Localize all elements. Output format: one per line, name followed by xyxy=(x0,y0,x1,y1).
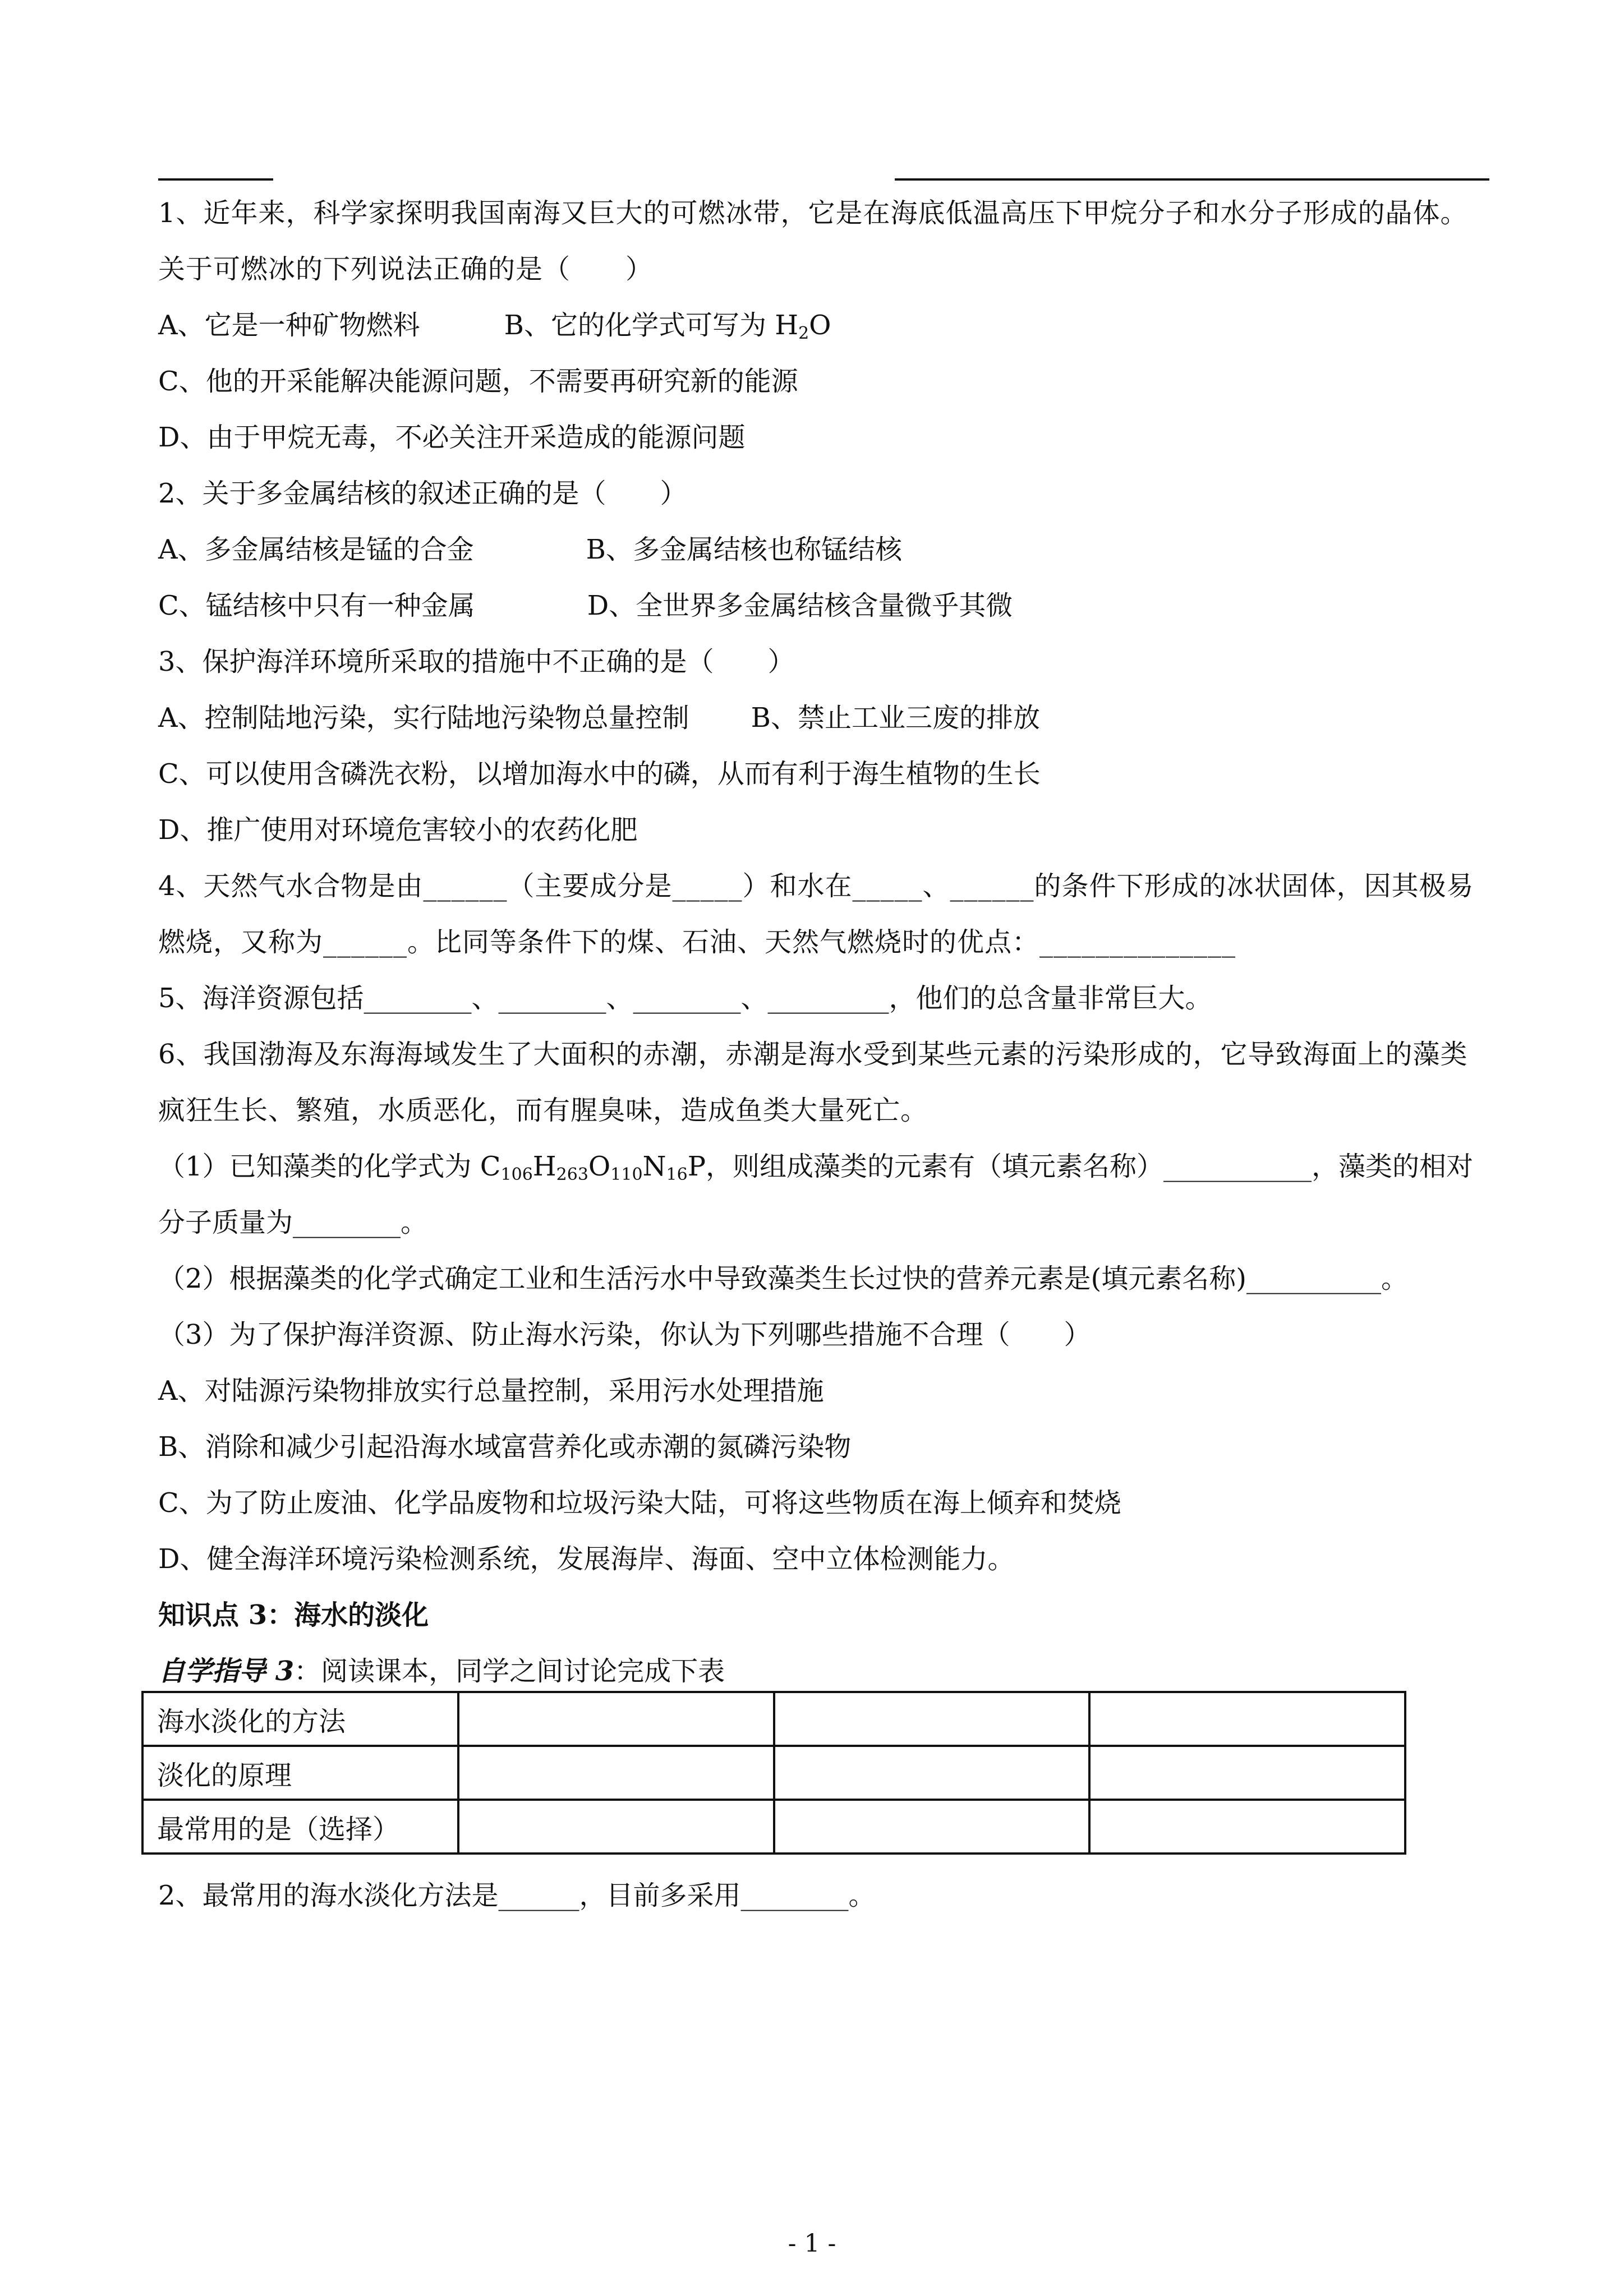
q3-option-a: A、控制陆地污染，实行陆地污染物总量控制 xyxy=(158,702,689,734)
table-cell-blank[interactable] xyxy=(458,1746,774,1800)
q4-text: 4、天然气水合物是由______（主要成分是_____）和水在_____、______的条件下形成的冰状固体，因其极易燃烧，又称为______。比同等条件下的煤、石油、天然气燃烧时的优点：______________ xyxy=(158,870,1474,958)
q1-option-b: B、它的化学式可写为 $H_2O$ xyxy=(504,310,831,343)
q3-options-ab xyxy=(158,690,1476,746)
q3-option-c: C、可以使用含磷洗衣粉，以增加海水中的磷，从而有利于海生植物的生长 xyxy=(158,758,1041,790)
q1-option-a: A、它是一种矿物燃料 xyxy=(158,310,420,341)
guide-label: 自学指导 3 xyxy=(158,1656,295,1687)
q6-option-b: B、消除和减少引起沿海水域富营养化或赤潮的氮磷污染物 xyxy=(158,1431,852,1463)
table-cell-blank[interactable] xyxy=(1089,1800,1405,1854)
q6-part3: （3）为了保护海洋资源、防止海水污染，你认为下列哪些措施不合理（ ） xyxy=(158,1319,1091,1350)
table-cell-label: 淡化的原理 xyxy=(142,1746,458,1800)
header-rule-right xyxy=(895,178,1489,181)
q7-text: 2、最常用的海水淡化方法是______，目前多采用________。 xyxy=(158,1880,876,1911)
q6-part1: （1）已知藻类的化学式为 $C_{106}H_{263}O_{110}N_{16}P$，则组成藻类的元素有（填元素名称）___________，藻类的相对分子质量为________。 xyxy=(158,1151,1474,1238)
header-rule-left xyxy=(158,178,273,181)
table-row xyxy=(142,1692,1405,1746)
q2-options-ab xyxy=(158,522,1476,578)
table-cell-blank[interactable] xyxy=(774,1746,1090,1800)
page-number: - 1 - xyxy=(788,2229,836,2258)
q1-options-ab xyxy=(158,297,1476,353)
table-cell-blank[interactable] xyxy=(458,1800,774,1854)
q6-part2: （2）根据藻类的化学式确定工业和生活污水中导致藻类生长过快的营养元素是(填元素名称)__________。 xyxy=(158,1263,1408,1294)
q3-stem: 3、保护海洋环境所采取的措施中不正确的是（ ） xyxy=(158,646,795,677)
q3-option-d: D、推广使用对环境危害较小的农药化肥 xyxy=(158,814,638,846)
q5-text: 5、海洋资源包括________、________、________、_________，他们的总含量非常巨大。 xyxy=(158,983,1212,1014)
q2-options-cd xyxy=(158,578,1476,634)
q2-option-d: D、全世界多金属结核含量微乎其微 xyxy=(587,590,1013,621)
q1-stem: 1、近年来，科学家探明我国南海又巨大的可燃冰带，它是在海底低温高压下甲烷分子和水分子形成的晶体。关于可燃冰的下列说法正确的是（ ） xyxy=(158,197,1468,285)
q6-option-c: C、为了防止废油、化学品废物和垃圾污染大陆，可将这些物质在海上倾弃和焚烧 xyxy=(158,1487,1121,1519)
q2-stem: 2、关于多金属结核的叙述正确的是（ ） xyxy=(158,478,687,509)
q2-option-c: C、锰结核中只有一种金属 xyxy=(158,590,475,621)
q1-option-d: D、由于甲烷无毒，不必关注开采造成的能源问题 xyxy=(158,422,746,453)
q3-option-b: B、禁止工业三废的排放 xyxy=(751,702,1040,734)
worksheet-body xyxy=(158,185,1476,1699)
q6-option-d: D、健全海洋环境污染检测系统，发展海岸、海面、空中立体检测能力。 xyxy=(158,1543,1015,1575)
table-cell-blank[interactable] xyxy=(774,1800,1090,1854)
guide-text: ：阅读课本，同学之间讨论完成下表 xyxy=(294,1656,725,1687)
table-cell-label: 海水淡化的方法 xyxy=(142,1692,458,1746)
table-row xyxy=(142,1746,1405,1800)
q6-option-a: A、对陆源污染物排放实行总量控制，采用污水处理措施 xyxy=(158,1375,824,1407)
table-cell-blank[interactable] xyxy=(1089,1692,1405,1746)
table-cell-blank[interactable] xyxy=(1089,1746,1405,1800)
q2-option-a: A、多金属结核是锰的合金 xyxy=(158,534,474,565)
table-cell-blank[interactable] xyxy=(458,1692,774,1746)
q6-stem: 6、我国渤海及东海海域发生了大面积的赤潮，赤潮是海水受到某些元素的污染形成的，它导致海面上的藻类疯狂生长、繁殖，水质恶化，而有腥臭味，造成鱼类大量死亡。 xyxy=(158,1039,1468,1126)
table-cell-label: 最常用的是（选择） xyxy=(142,1800,458,1854)
table-row xyxy=(142,1800,1405,1854)
table-cell-blank[interactable] xyxy=(774,1692,1090,1746)
q1-option-c: C、他的开采能解决能源问题，不需要再研究新的能源 xyxy=(158,366,798,397)
section-title: 知识点 3：海水的淡化 xyxy=(158,1599,429,1631)
desalination-table xyxy=(141,1691,1406,1855)
q2-option-b: B、多金属结核也称锰结核 xyxy=(586,534,902,565)
